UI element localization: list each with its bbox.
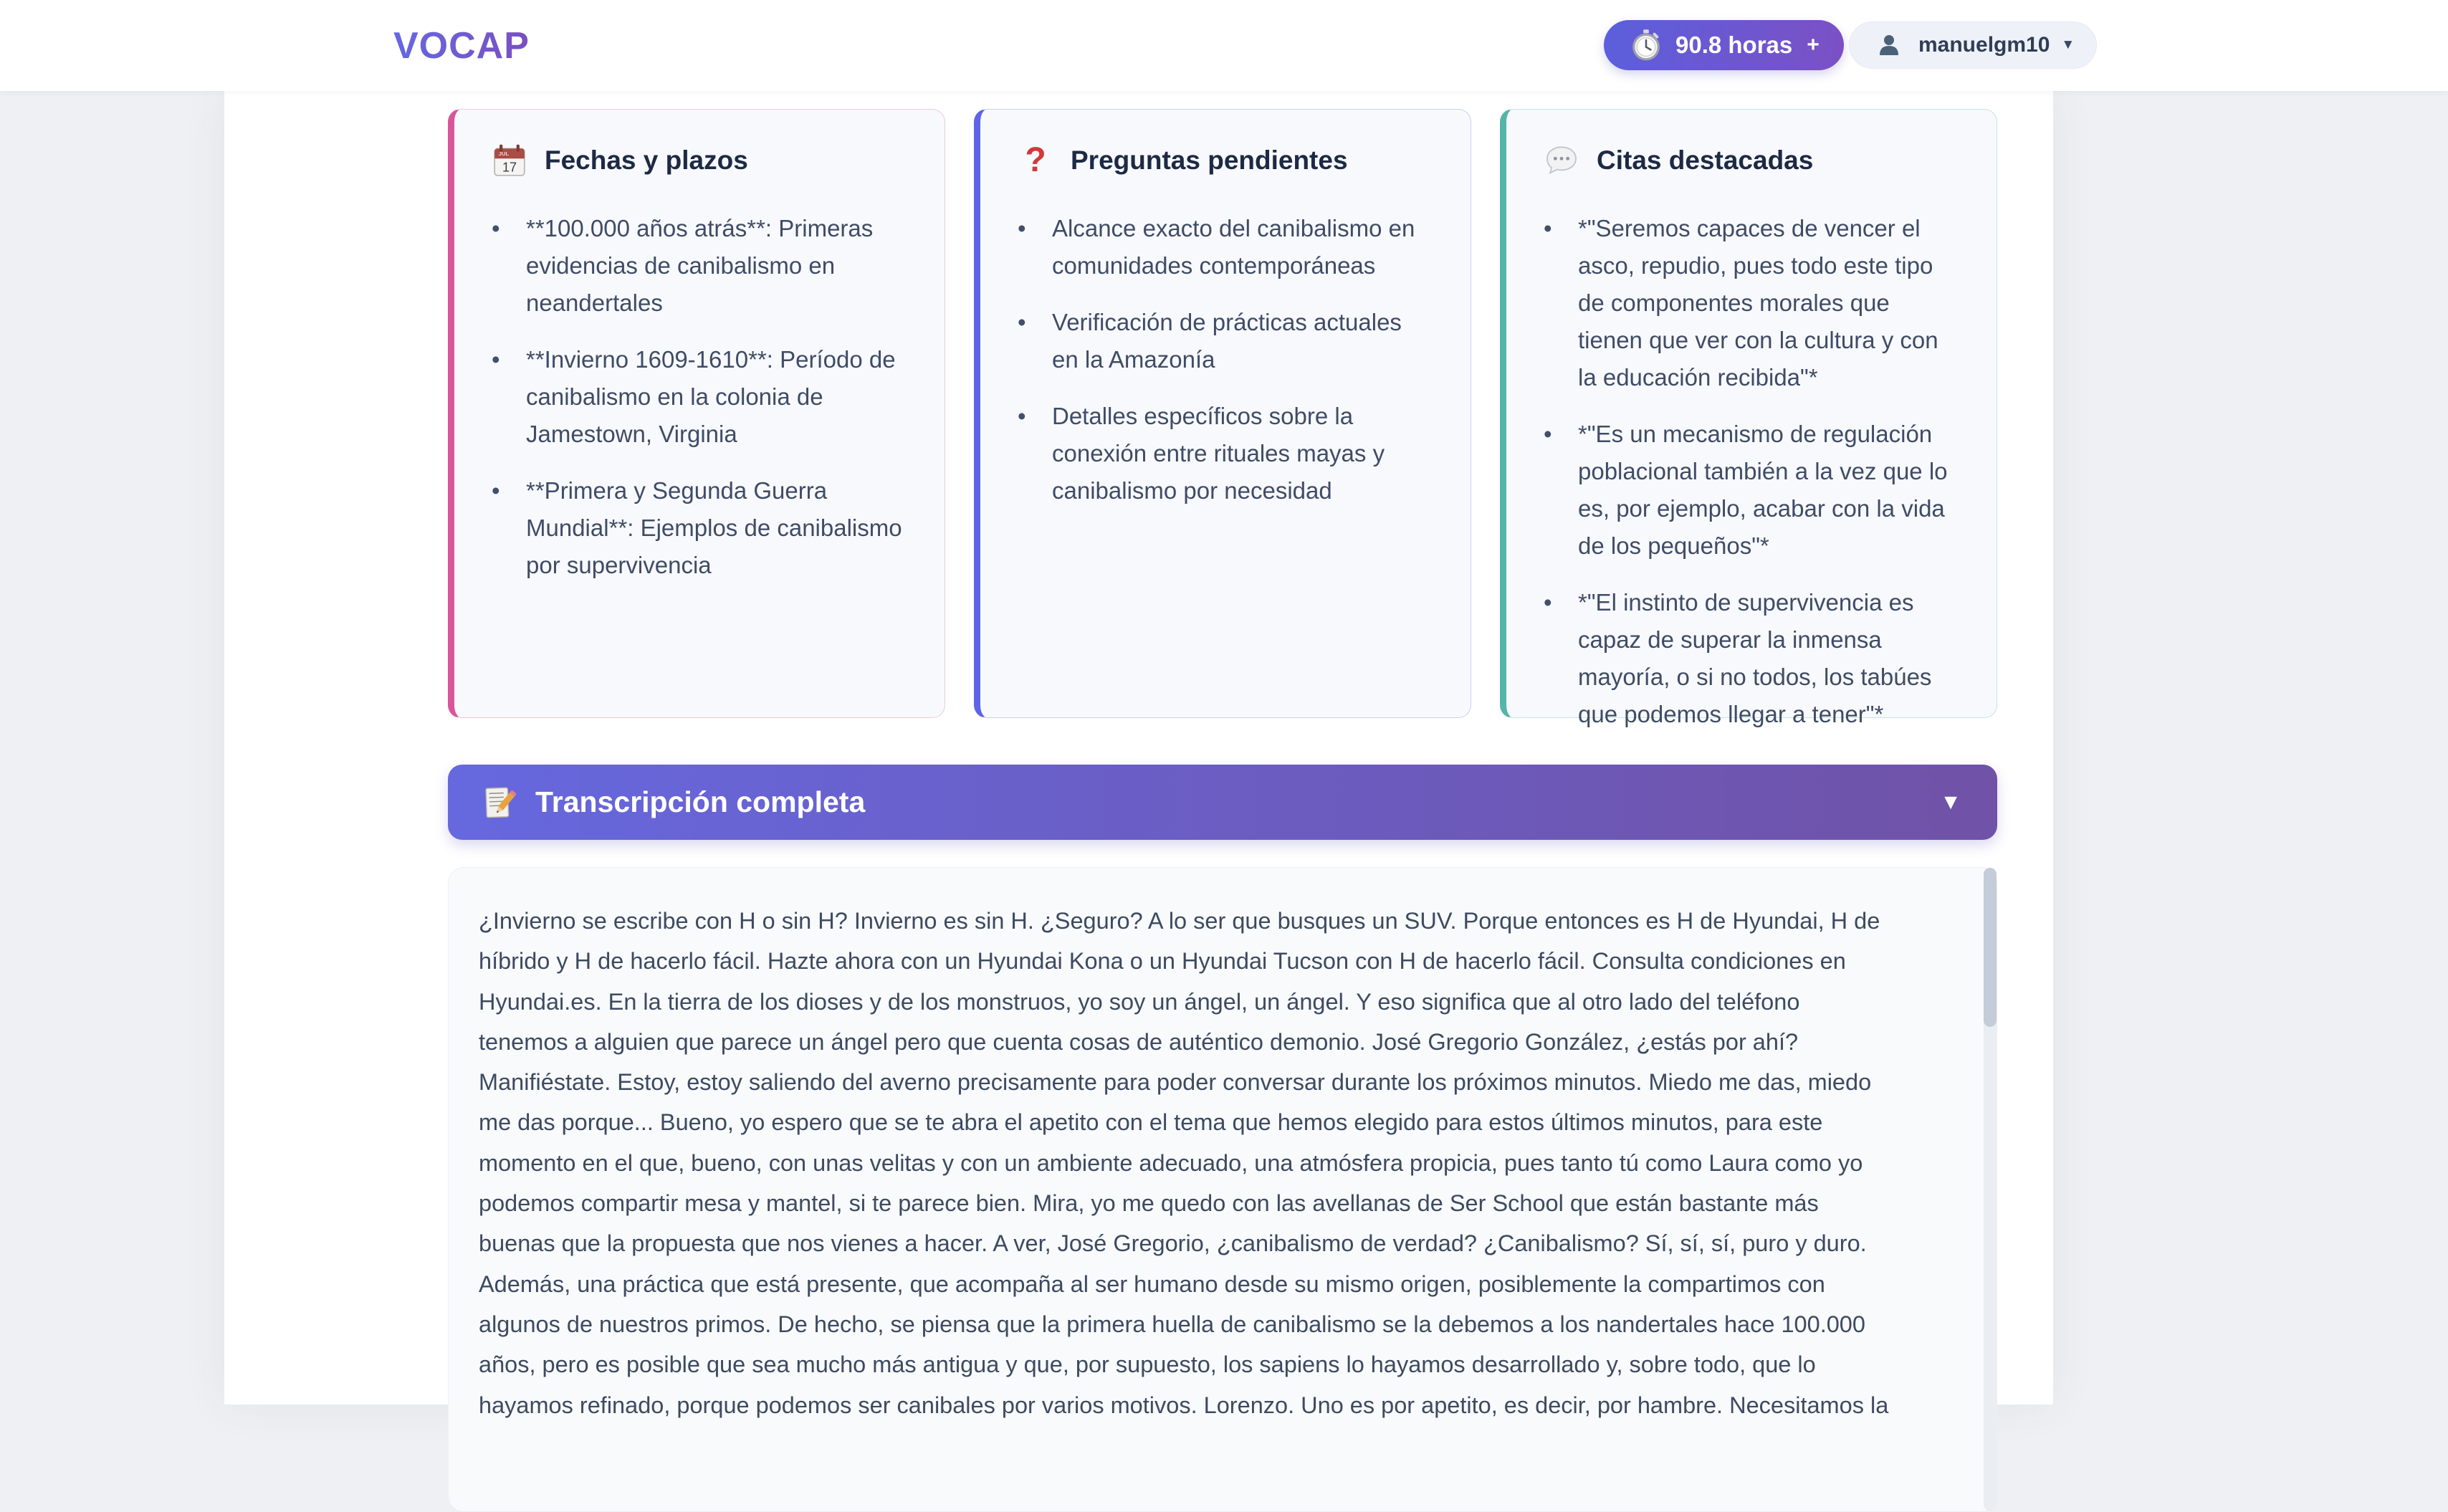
card-preguntas-pendientes: [974, 109, 1471, 718]
card-fechas-y-plazos: [448, 109, 945, 718]
add-hours-plus: +: [1807, 33, 1820, 57]
stopwatch-icon: [1628, 27, 1664, 63]
transcription-collapse-header[interactable]: [448, 765, 1997, 840]
card-title: Fechas y plazos: [545, 145, 748, 175]
card-title: Preguntas pendientes: [1071, 145, 1348, 175]
hours-badge-label: 90.8 horas: [1675, 32, 1793, 58]
question-icon: ?: [1025, 141, 1046, 179]
list-item: • Alcance exacto del canibalismo en comunidades contemporáneas: [1018, 215, 1415, 279]
transcript-line: Manifiéstate. Estoy, estoy saliendo del averno precisamente para poder conversar durante los próximos minutos. Miedo me das, miedo: [479, 1069, 1872, 1096]
transcript-line: me das porque... Bueno, yo espero que se te abra el apetito con el tema que hemos elegido para estos últimos minutos, para este: [479, 1109, 1823, 1136]
transcript-line: momento en el que, bueno, con unas velitas y con un ambiente adecuado, una atmósfera propicia, pues tanto tú como Laura como yo: [479, 1149, 1863, 1176]
app-header: [0, 0, 2448, 91]
main-content: [448, 109, 1997, 1512]
list-item: • **Primera y Segunda Guerra Mundial**: Ejemplos de canibalismo por supervivencia: [492, 477, 902, 578]
transcript-line: hayamos refinado, porque podemos ser canibales por varios motivos. Lorenzo. Uno es por apetito, es decir, por hambre. Necesitamos la: [479, 1392, 1889, 1418]
user-menu-button[interactable]: [1849, 21, 2097, 69]
memo-icon: [481, 785, 517, 820]
transcript-line: Además, una práctica que está presente, que acompaña al ser humano desde su mismo origen, posiblemente la compartimos con: [479, 1271, 1825, 1297]
transcript-line: buenas que la propuesta que nos vienes a hacer. A ver, José Gregorio, ¿canibalismo de verdad? ¿Canibalismo? Sí, sí, sí, puro y duro.: [479, 1230, 1867, 1257]
transcription-panel[interactable]: [448, 867, 1997, 1512]
calendar-icon: [492, 143, 527, 178]
card-bullet-list: [492, 210, 904, 584]
hours-badge-button[interactable]: [1604, 20, 1844, 70]
transcript-scrollbar-track[interactable]: [1984, 868, 1997, 1511]
speech-bubble-icon: [1544, 143, 1579, 178]
svg-text:17: 17: [502, 160, 517, 175]
list-item: • **Invierno 1609-1610**: Período de canibalismo en la colonia de Jamestown, Virginia: [492, 346, 896, 447]
user-icon: [1871, 27, 1907, 63]
transcription-text: [449, 868, 1997, 1454]
svg-text:JUL: JUL: [498, 150, 510, 158]
list-item: • *"Seremos capaces de vencer el asco, repudio, pues todo este tipo de componentes morales que tienen que ver con la cultura y con la educación recibida"*: [1544, 215, 1938, 391]
list-item: • Detalles específicos sobre la conexión entre rituales mayas y canibalismo por necesidad: [1018, 403, 1385, 504]
transcript-line: híbrido y H de hacerlo fácil. Hazte ahora con un Hyundai Kona o un Hyundai Tucson con H de hacerlo fácil. Consulta condiciones en: [479, 948, 1846, 975]
list-item: • **100.000 años atrás**: Primeras evidencias de canibalismo en neandertales: [492, 215, 874, 316]
chevron-down-icon: ▼: [2061, 37, 2075, 52]
app-logo: VOCAP: [393, 24, 530, 67]
card-bullet-list: [1018, 210, 1430, 509]
summary-cards-row: [448, 109, 1997, 727]
transcript-line: años, pero es posible que sea mucho más antigua y que, por supuesto, los sapiens lo hayamos desarrollado y, sobre todo, que lo: [479, 1351, 1816, 1378]
username-label: manuelgm10: [1918, 33, 2050, 57]
list-item: • *"Es un mecanismo de regulación poblacional también a la vez que lo es, por ejemplo, acabar con la vida de los pequeños"*: [1544, 421, 1948, 559]
transcript-line: podemos compartir mesa y mantel, si te parece bien. Mira, yo me quedo con las avellanas de Ser School que están bastante más: [479, 1190, 1819, 1217]
card-title: Citas destacadas: [1597, 145, 1814, 175]
transcript-line: Hyundai.es. En la tierra de los dioses y de los monstruos, yo soy un ángel, un ángel. Y eso significa que al otro lado del teléfono: [479, 988, 1800, 1015]
transcript-scrollbar-thumb[interactable]: [1984, 868, 1997, 1027]
list-item: • *"El instinto de supervivencia es capaz de superar la inmensa mayoría, o si no todos, los tabúes que podemos llegar a tener"*: [1544, 589, 1932, 727]
transcript-line: ¿Invierno se escribe con H o sin H? Invierno es sin H. ¿Seguro? A lo ser que busques un SUV. Porque entonces es H de Hyundai, H de: [479, 908, 1880, 934]
transcription-title: Transcripción completa: [535, 785, 866, 818]
list-item: • Verificación de prácticas actuales en la Amazonía: [1018, 309, 1402, 373]
chevron-down-icon: ▼: [1940, 790, 1961, 814]
transcript-line: algunos de nuestros primos. De hecho, se piensa que la primera huella de canibalismo se la debemos a los nandertales hace 100.000: [479, 1311, 1865, 1337]
transcript-line: tenemos a alguien que parece un ángel pero que cuenta cosas de auténtico demonio. José Gregorio González, ¿estás por ahí?: [479, 1028, 1799, 1055]
card-citas-destacadas: [1500, 109, 1997, 727]
card-bullet-list: [1544, 210, 1956, 733]
